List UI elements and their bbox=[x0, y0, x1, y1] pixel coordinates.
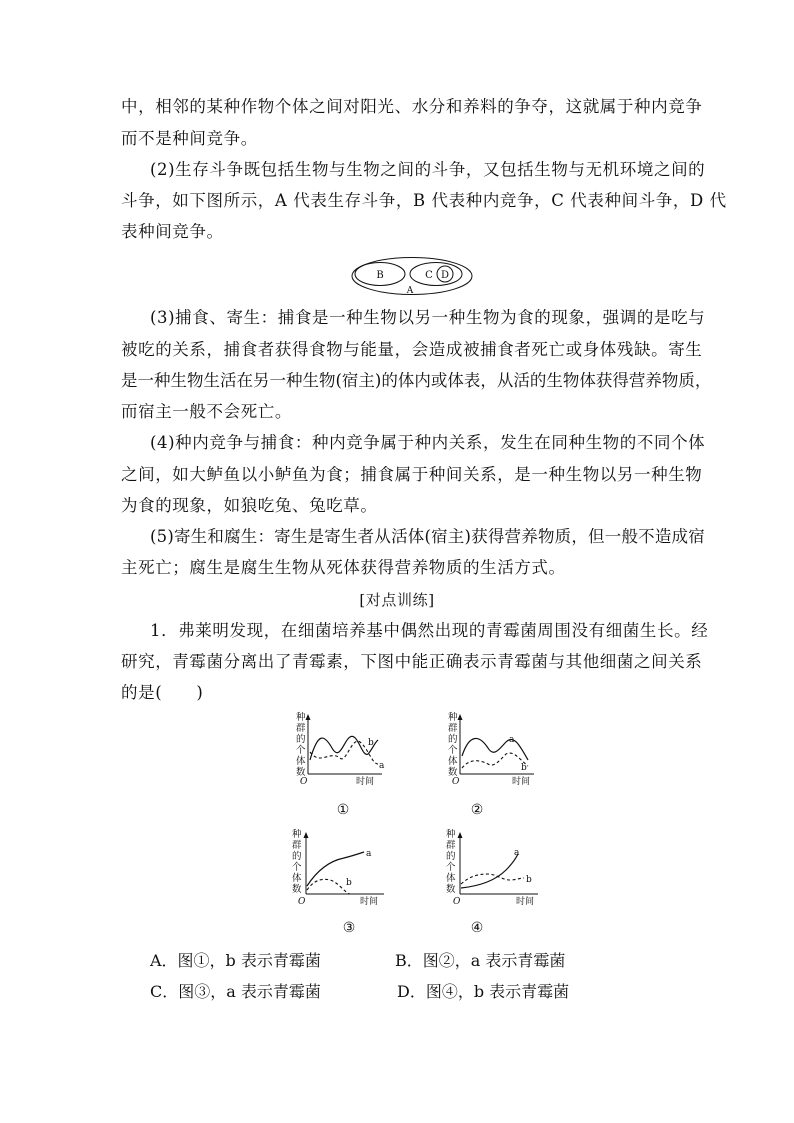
paragraph-line: 斗争，如下图所示，A 代表生存斗争，B 代表种内竞争，C 代表种间斗争，D 代 bbox=[121, 191, 727, 210]
series-b-label: b bbox=[346, 878, 352, 888]
y-char: 种 bbox=[446, 829, 456, 840]
y-char: 个 bbox=[448, 745, 458, 756]
y-char: 的 bbox=[448, 734, 458, 745]
y-axis-label bbox=[292, 828, 302, 895]
series-a-label: a bbox=[514, 848, 520, 858]
x-axis-label: 时间 bbox=[360, 897, 379, 907]
paragraph-line: 之间，如大鲈鱼以小鲈鱼为食；捕食属于种间关系，是一种生物以另一种生物 bbox=[121, 465, 703, 484]
y-char: 体 bbox=[292, 873, 302, 884]
origin-label: O bbox=[453, 897, 461, 907]
text-line: 中，相邻的某种作物个体之间对阳光、水分和养料的争夺，这就属于种内竞争 bbox=[121, 97, 703, 116]
y-char: 体 bbox=[296, 756, 306, 767]
venn-ellipse-c bbox=[410, 263, 462, 286]
series-a-label: a bbox=[366, 849, 372, 859]
paragraph-line: 而不是种间竞争。 bbox=[121, 129, 258, 148]
series-a-label: a bbox=[379, 761, 385, 771]
y-char: 个 bbox=[446, 862, 456, 873]
y-char: 数 bbox=[448, 767, 458, 778]
x-axis-label: 时间 bbox=[516, 897, 535, 907]
paragraph-line: 是一种生物生活在另一种生物(宿主)的体内或体表，从活的生物体获得营养物质， bbox=[121, 371, 712, 390]
y-char: 体 bbox=[448, 756, 458, 767]
paragraph-line: (4)种内竞争与捕食：种内竞争属于种内关系，发生在同种生物的不同个体 bbox=[150, 433, 706, 452]
y-char: 体 bbox=[446, 873, 456, 884]
y-char: 的 bbox=[296, 734, 306, 745]
graph-1 bbox=[288, 712, 408, 818]
series-b-line bbox=[307, 879, 350, 894]
paragraph-line bbox=[121, 97, 703, 117]
venn-label-d: D bbox=[440, 270, 450, 281]
option-b: B．图②，a 表示青霉菌 bbox=[395, 951, 566, 970]
y-axis-label bbox=[446, 828, 456, 895]
option-c: C．图③，a 表示青霉菌 bbox=[150, 982, 321, 1001]
venn-label-a: A bbox=[406, 286, 414, 296]
y-char: 个 bbox=[292, 862, 302, 873]
question-line: 研究，青霉菌分离出了青霉素，下图中能正确表示青霉菌与其他细菌之间关系 bbox=[121, 652, 703, 671]
y-arrow-icon bbox=[458, 714, 463, 720]
graph-3 bbox=[288, 828, 408, 938]
section-title: [对点训练] bbox=[359, 591, 435, 609]
series-b-line bbox=[462, 753, 528, 768]
paragraph-line: (5)寄生和腐生：寄生是寄生者从活体(宿主)获得营养物质，但一般不造成宿 bbox=[150, 527, 705, 546]
paragraph-line: 表种间竞争。 bbox=[121, 222, 224, 241]
paragraph-line: 被吃的关系，捕食者获得食物与能量，会造成被捕食者死亡或身体残缺。寄生 bbox=[121, 340, 703, 359]
y-char: 种 bbox=[296, 712, 306, 723]
series-b-label: b bbox=[368, 738, 374, 748]
paragraph-line: 而宿主一般不会死亡。 bbox=[121, 402, 292, 421]
series-a-line bbox=[462, 738, 528, 760]
y-char: 数 bbox=[446, 884, 456, 895]
series-a-line bbox=[307, 852, 364, 886]
paragraph-line: (2)生存斗争既包括生物与生物之间的斗争，又包括生物与无机环境之间的 bbox=[150, 160, 706, 179]
y-char: 数 bbox=[292, 884, 302, 895]
paragraph-line: 为食的现象，如狼吃兔、兔吃草。 bbox=[121, 496, 378, 515]
y-char: 群 bbox=[448, 723, 458, 734]
y-arrow-icon bbox=[306, 714, 311, 720]
graph-4 bbox=[440, 828, 560, 938]
venn-label-c: C bbox=[425, 270, 433, 281]
graph-number: ④ bbox=[470, 920, 484, 936]
graph-number: ② bbox=[470, 802, 484, 818]
series-a-label: a bbox=[509, 735, 515, 745]
y-char: 种 bbox=[448, 712, 458, 723]
y-arrow-icon bbox=[304, 832, 309, 838]
paragraph-line: (3)捕食、寄生：捕食是一种生物以另一种生物为食的现象，强调的是吃与 bbox=[150, 308, 706, 327]
y-char: 的 bbox=[446, 851, 456, 862]
y-char: 个 bbox=[296, 745, 306, 756]
x-axis-label: 时间 bbox=[512, 777, 531, 787]
series-b-label: b bbox=[521, 763, 527, 773]
y-arrow-icon bbox=[458, 832, 463, 838]
paragraph-line: 主死亡；腐生是腐生生物从死体获得营养物质的生活方式。 bbox=[121, 558, 566, 577]
series-a-line bbox=[461, 854, 518, 888]
option-d: D．图④，b 表示青霉菌 bbox=[397, 982, 570, 1001]
y-char: 群 bbox=[296, 723, 306, 734]
graph-number: ③ bbox=[342, 920, 356, 936]
question-line: 1．弗莱明发现，在细菌培养基中偶然出现的青霉菌周围没有细菌生长。经 bbox=[150, 621, 709, 640]
y-char: 群 bbox=[292, 840, 302, 851]
origin-label: O bbox=[298, 897, 306, 907]
y-axis-label bbox=[296, 711, 306, 778]
origin-label: O bbox=[300, 777, 308, 787]
y-axis-label bbox=[448, 711, 458, 778]
question-line: 的是( ) bbox=[121, 683, 204, 702]
y-char: 的 bbox=[292, 851, 302, 862]
y-char: 群 bbox=[446, 840, 456, 851]
graph-2 bbox=[440, 712, 560, 818]
y-char: 数 bbox=[296, 767, 306, 778]
y-char: 种 bbox=[292, 829, 302, 840]
graph-number: ① bbox=[336, 802, 350, 818]
series-b-label: b bbox=[526, 875, 532, 885]
x-axis-label: 时间 bbox=[356, 777, 375, 787]
option-a: A．图①，b 表示青霉菌 bbox=[150, 951, 321, 970]
origin-label: O bbox=[452, 777, 460, 787]
venn-label-b: B bbox=[376, 270, 384, 281]
venn-diagram bbox=[350, 256, 474, 298]
